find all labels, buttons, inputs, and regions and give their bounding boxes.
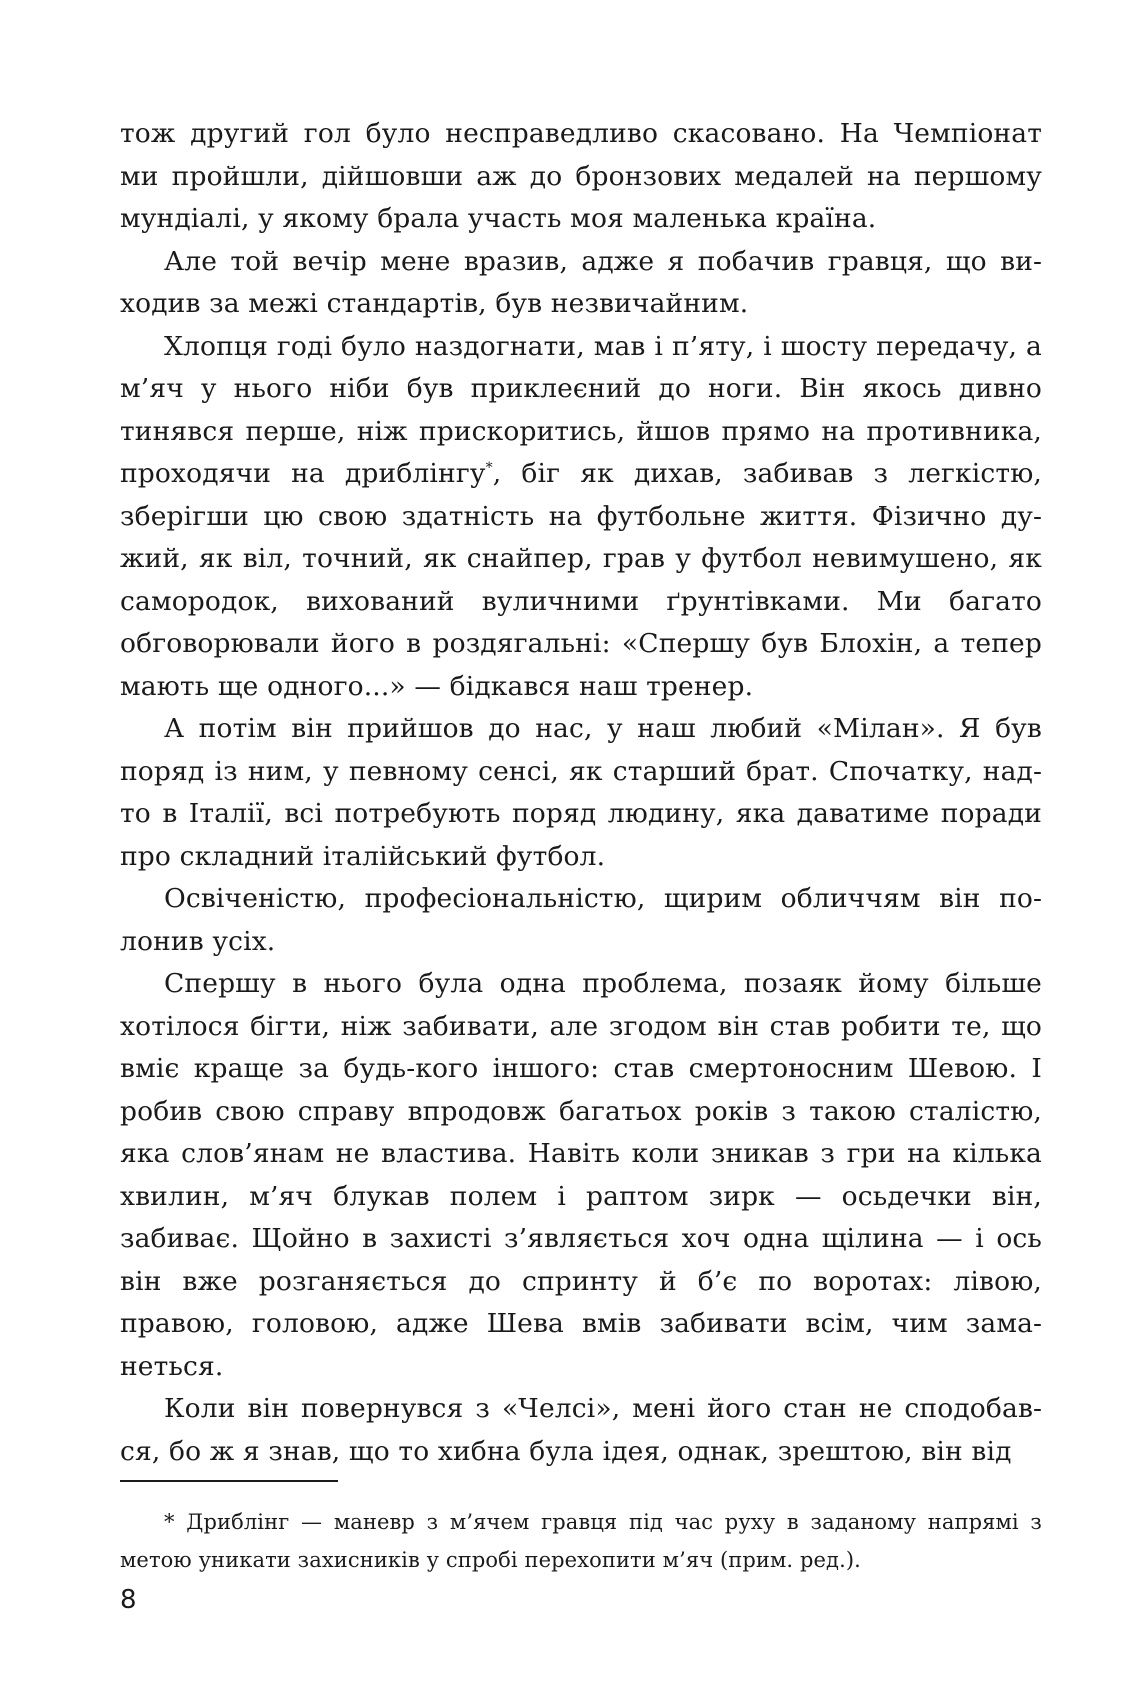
paragraph-text: Хлопця годі було наздогнати, мав і п’яту, і шосту передачу, а м’яч у нього ніби був приклеєний до ноги. Він якось дивно тинявся перше, ніж прискоритись, йшов прямо на противника, проходячи на дриблінгу bbox=[120, 330, 1042, 489]
paragraph: Коли він повернувся з «Челсі», мені його стан не сподобався, бо ж я знав, що то хибна була ідея, однак, зрештою, він від bbox=[120, 1393, 1042, 1467]
paragraph-text: , біг як дихав, забивав з легкістю, зберігши цю свою здатність на футбольне життя. Фізично дужий, як віл, точний, як снайпер, грав у футбол невимушено, як самородок, вихований вуличними ґрунтівками. Ми багато обговорювали його в роздягальні: «Спершу був Блохін, а тепер мають ще одного...» — бідкався наш тренер. bbox=[120, 458, 1042, 702]
paragraph: Але той вечір мене вразив, адже я побачив гравця, що виходив за межі стандартів, був незвичайним. bbox=[120, 245, 1042, 319]
paragraph-with-footnote bbox=[120, 326, 1042, 709]
footnote-marker: * bbox=[485, 460, 493, 477]
footnote-text: * Дриблінг — маневр з м’ячем гравця під час руху в заданому напрямі з метою уникати захисників у спробі перехопити м’яч (прим. ред.). bbox=[120, 1510, 1042, 1572]
footnote-divider bbox=[120, 1480, 338, 1482]
paragraph: Спершу в нього була одна проблема, позаяк йому більше хотілося бігти, ніж забивати, але згодом він став робити те, що вміє краще за будь-кого іншого: став смертоносним Шевою. І робив свою справу впродовж багатьох років з такою сталістю, яка слов’янам не властива. Навіть коли зникав з гри на кілька хвилин, м’яч блукав полем і раптом зирк — осьдечки він, забиває. Щойно в захисті з’являється хоч одна щілина — і ось він вже розганяється до спринту й б’є по воротах: лівою, правою, головою, адже Шева вмів забивати всім, чим заманеться. bbox=[120, 968, 1042, 1382]
footnote bbox=[120, 1503, 1042, 1579]
main-text bbox=[120, 113, 1042, 1473]
paragraph: Освіченістю, професіональністю, щирим обличчям він полонив усіх. bbox=[120, 883, 1042, 957]
paragraph-continued: тож другий гол було несправедливо скасовано. На Чемпіонат ми пройшли, дійшовши аж до бронзових медалей на першому мундіалі, у якому брала участь моя маленька країна. bbox=[120, 118, 1042, 234]
page-number: 8 bbox=[120, 1585, 137, 1615]
paragraph: А потім він прийшов до нас, у наш любий «Мілан». Я був поряд із ним, у певному сенсі, як старший брат. Спочатку, надто в Італії, всі потребують поряд людину, яка даватиме поради про складний італійський футбол. bbox=[120, 713, 1042, 872]
